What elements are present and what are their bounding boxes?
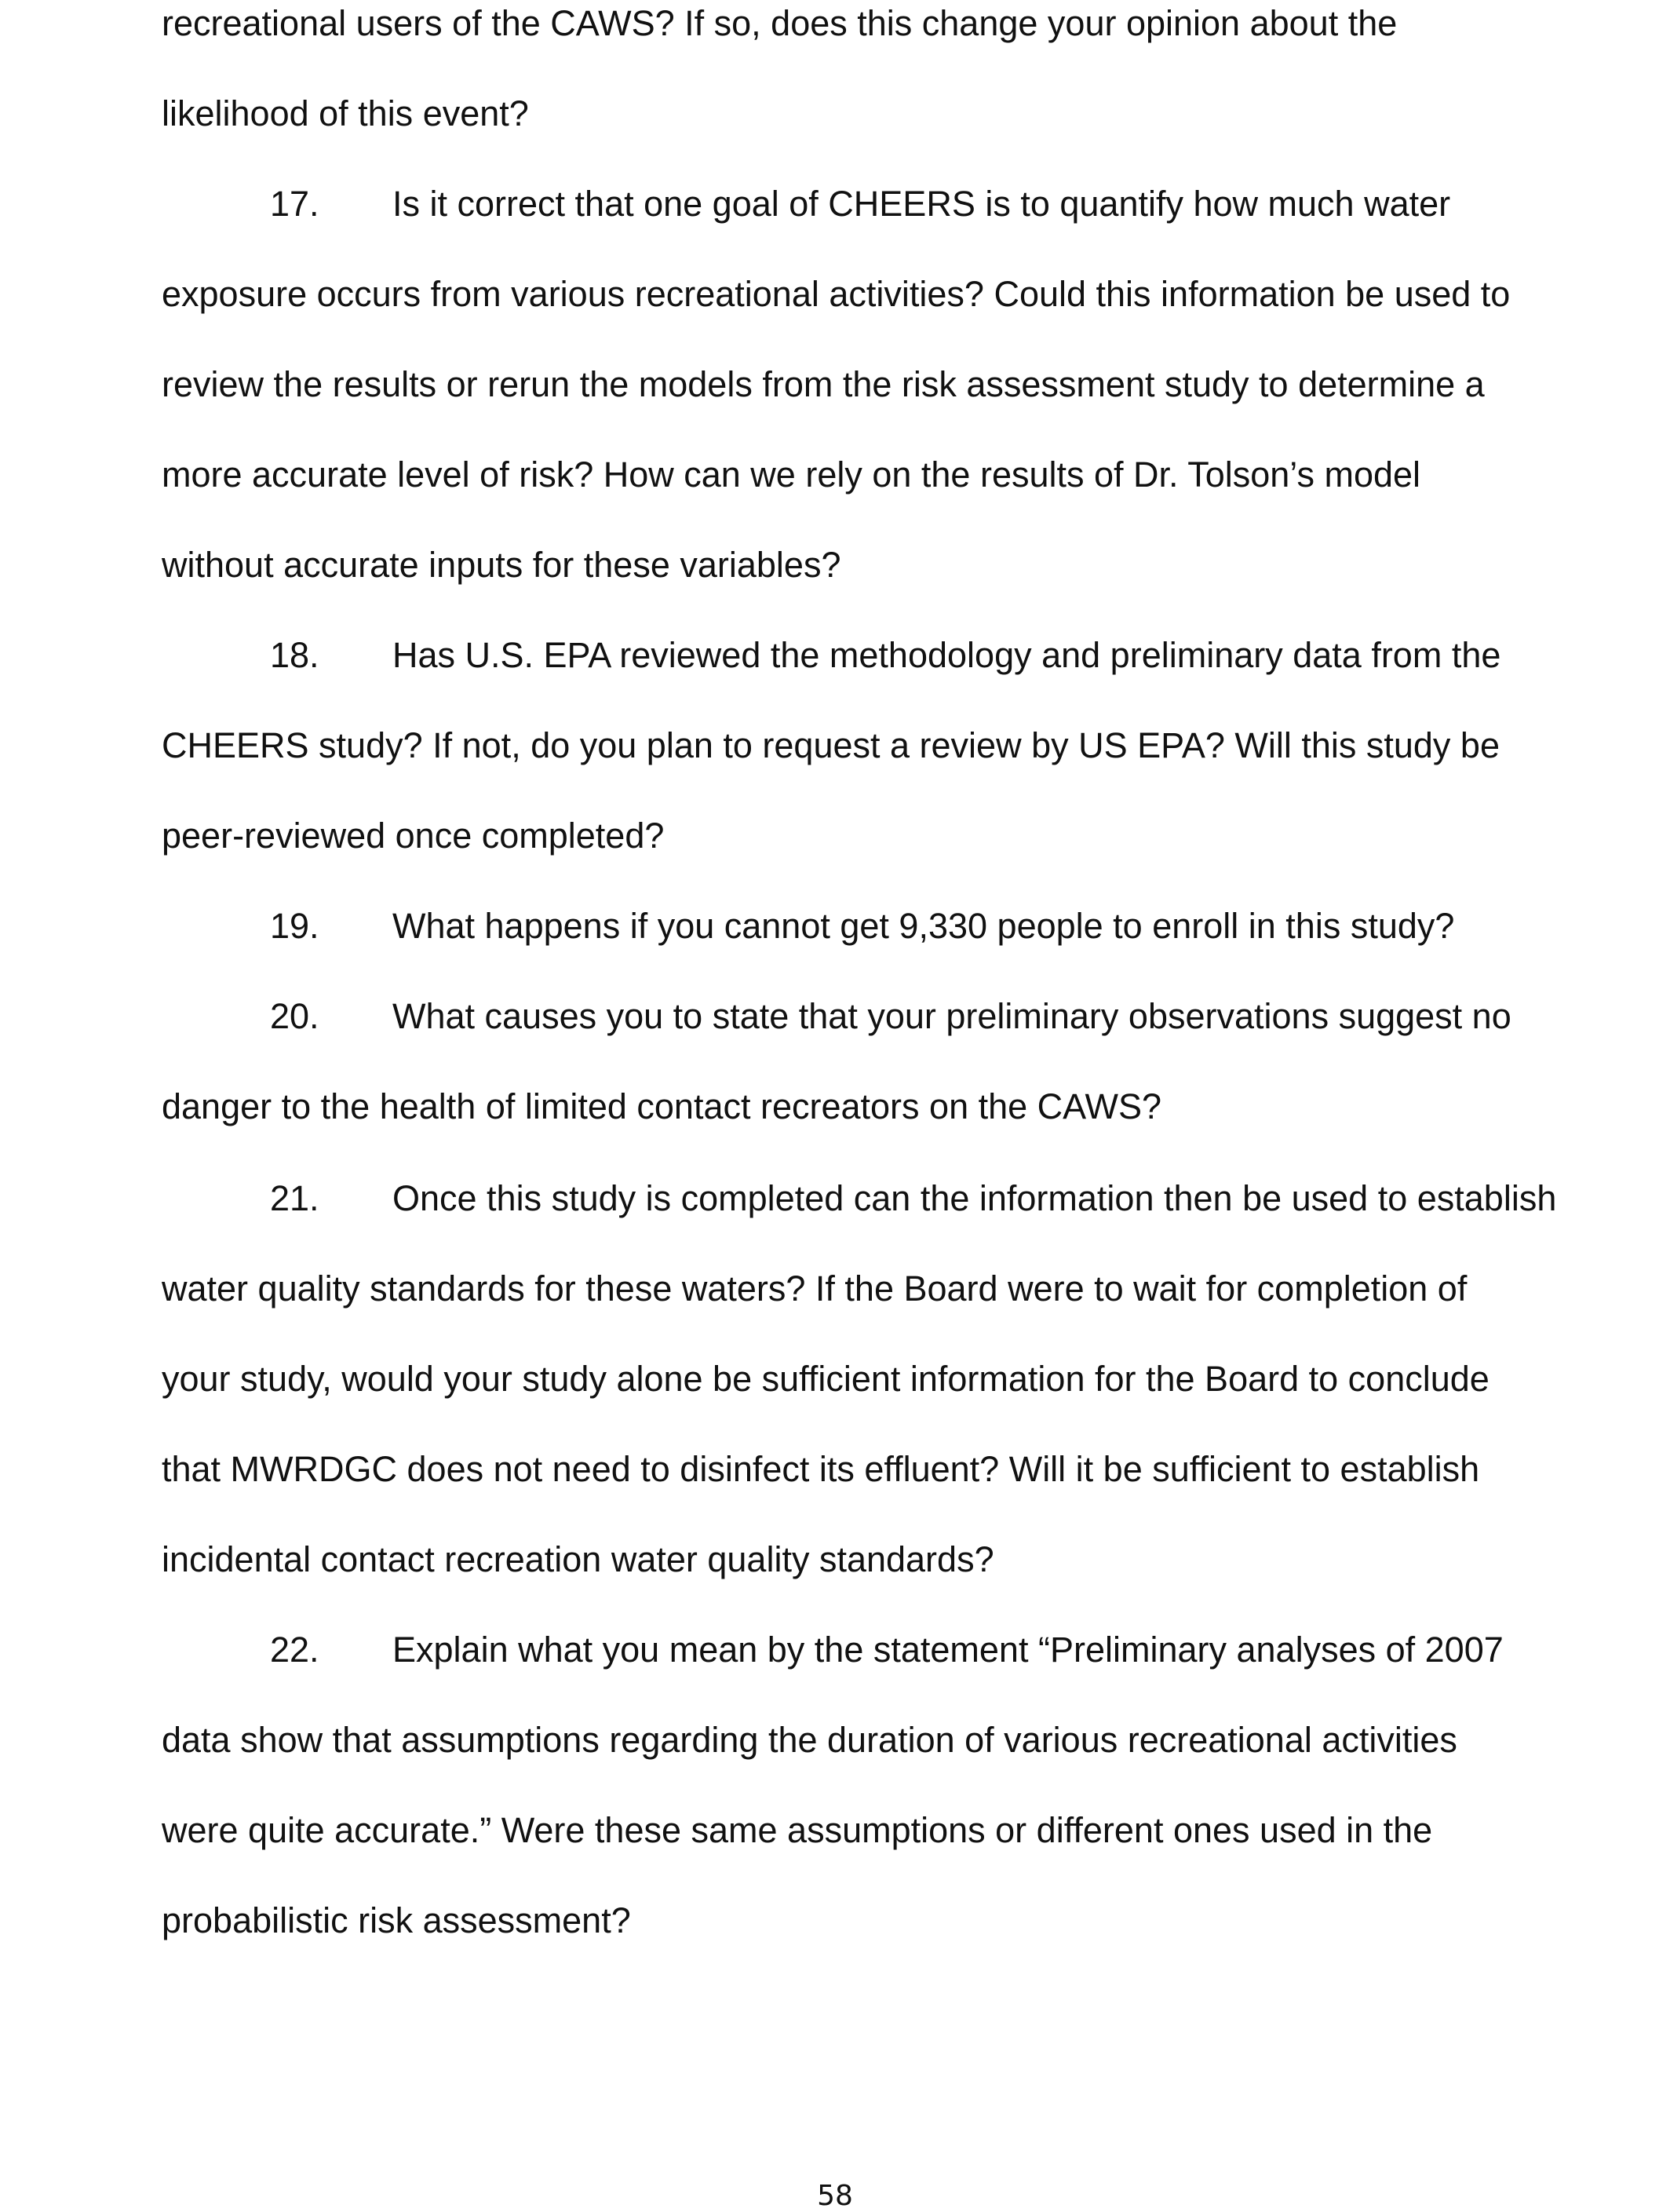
question-21-line: your study, would your study alone be sufficient information for the Board to conclude: [162, 1359, 1490, 1399]
question-20-number: 20.: [270, 996, 319, 1036]
question-21-line: that MWRDGC does not need to disinfect its effluent? Will it be sufficient to establish: [162, 1449, 1480, 1489]
question-20-line: danger to the health of limited contact recreators on the CAWS?: [162, 1086, 1162, 1126]
question-17-line: without accurate inputs for these variables?: [162, 545, 841, 585]
question-21-first-line: Once this study is completed can the information then be used to establish: [392, 1178, 1557, 1218]
continuation-line-2: likelihood of this event?: [162, 93, 529, 133]
continuation-line-1: recreational users of the CAWS? If so, does this change your opinion about the: [162, 3, 1398, 43]
question-17-line: more accurate level of risk? How can we rely on the results of Dr. Tolson’s model: [162, 454, 1421, 495]
question-21-number: 21.: [270, 1178, 319, 1218]
question-19-first-line: What happens if you cannot get 9,330 people to enroll in this study?: [392, 906, 1455, 946]
question-22-first-line: Explain what you mean by the statement “Preliminary analyses of 2007: [392, 1630, 1504, 1670]
question-22-number: 22.: [270, 1630, 319, 1670]
question-20-first-line: What causes you to state that your preliminary observations suggest no: [392, 996, 1511, 1036]
question-18-number: 18.: [270, 635, 319, 675]
question-22-line: were quite accurate.” Were these same assumptions or different ones used in the: [162, 1810, 1433, 1850]
question-19-number: 19.: [270, 906, 319, 946]
question-21-line: water quality standards for these waters? If the Board were to wait for completion of: [162, 1268, 1468, 1309]
question-22-line: probabilistic risk assessment?: [162, 1900, 631, 1940]
question-17-number: 17.: [270, 184, 319, 224]
question-18-first-line: Has U.S. EPA reviewed the methodology and preliminary data from the: [392, 635, 1501, 675]
page-number: 58: [817, 2180, 853, 2212]
question-17-line: review the results or rerun the models from the risk assessment study to determine a: [162, 364, 1485, 404]
question-18-line: CHEERS study? If not, do you plan to request a review by US EPA? Will this study be: [162, 725, 1500, 765]
question-17-line: exposure occurs from various recreational activities? Could this information be used to: [162, 274, 1511, 314]
question-21-line: incidental contact recreation water quality standards?: [162, 1539, 994, 1579]
question-22-line: data show that assumptions regarding the duration of various recreational activities: [162, 1720, 1457, 1760]
question-17-first-line: Is it correct that one goal of CHEERS is to quantify how much water: [392, 184, 1451, 224]
question-18-line: peer-reviewed once completed?: [162, 816, 665, 856]
